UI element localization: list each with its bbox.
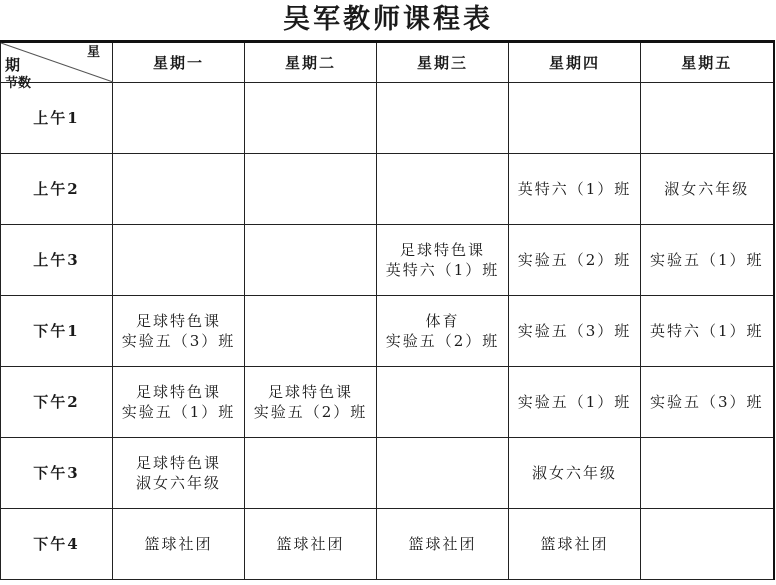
day-header: 星期三	[377, 42, 509, 83]
schedule-cell	[377, 296, 509, 367]
schedule-cell	[377, 367, 509, 438]
schedule-cell	[113, 83, 245, 154]
header-row	[1, 42, 774, 83]
class-entry: 足球特色课	[135, 454, 221, 472]
timetable	[0, 40, 775, 580]
class-entry: 淑女六年级	[664, 180, 750, 198]
day-header: 星期一	[113, 42, 245, 83]
class-entry: 足球特色课	[135, 312, 221, 330]
schedule-cell	[509, 438, 641, 509]
table-row	[1, 296, 774, 367]
schedule-cell	[641, 225, 774, 296]
schedule-cell	[509, 154, 641, 225]
class-entry: 实验五（1）班	[649, 251, 764, 269]
schedule-cell	[113, 438, 245, 509]
schedule-cell	[377, 83, 509, 154]
schedule-cell	[113, 509, 245, 580]
table-row	[1, 154, 774, 225]
schedule-cell	[377, 154, 509, 225]
table-row	[1, 83, 774, 154]
period-label: 下午2	[1, 367, 113, 438]
period-label: 上午1	[1, 83, 113, 154]
timetable-body	[1, 83, 774, 580]
class-entry: 篮球社团	[408, 535, 477, 553]
class-entry: 实验五（1）班	[517, 393, 632, 411]
class-entry: 淑女六年级	[531, 464, 617, 482]
schedule-cell	[113, 154, 245, 225]
schedule-cell	[641, 296, 774, 367]
table-row	[1, 225, 774, 296]
period-label: 下午4	[1, 509, 113, 580]
class-entry: 体育	[425, 312, 460, 330]
table-row	[1, 509, 774, 580]
class-entry: 实验五（3）班	[121, 332, 236, 350]
schedule-cell	[641, 154, 774, 225]
schedule-cell	[113, 367, 245, 438]
schedule-cell	[245, 154, 377, 225]
schedule-cell	[641, 83, 774, 154]
schedule-cell	[509, 296, 641, 367]
period-label: 下午3	[1, 438, 113, 509]
schedule-cell	[509, 225, 641, 296]
schedule-cell	[377, 225, 509, 296]
class-entry: 实验五（1）班	[121, 403, 236, 421]
schedule-cell	[245, 509, 377, 580]
class-entry: 英特六（1）班	[517, 180, 632, 198]
schedule-cell	[641, 367, 774, 438]
class-entry: 篮球社团	[144, 535, 213, 553]
page-title: 吴军教师课程表	[283, 4, 493, 35]
class-entry: 淑女六年级	[135, 474, 221, 492]
corner-label-top: 星	[86, 45, 100, 60]
period-label: 上午2	[1, 154, 113, 225]
period-label: 上午3	[1, 225, 113, 296]
class-entry: 篮球社团	[276, 535, 345, 553]
class-entry: 英特六（1）班	[649, 322, 764, 340]
schedule-cell	[245, 296, 377, 367]
class-entry: 实验五（2）班	[517, 251, 632, 269]
period-label: 下午1	[1, 296, 113, 367]
schedule-cell	[245, 438, 377, 509]
schedule-cell	[245, 83, 377, 154]
day-header: 星期五	[641, 42, 774, 83]
class-entry: 实验五（2）班	[253, 403, 368, 421]
schedule-cell	[641, 509, 774, 580]
class-entry: 实验五（3）班	[517, 322, 632, 340]
schedule-cell	[509, 367, 641, 438]
class-entry: 实验五（3）班	[649, 393, 764, 411]
schedule-cell	[113, 225, 245, 296]
schedule-cell	[509, 509, 641, 580]
class-entry: 英特六（1）班	[385, 261, 500, 279]
class-entry: 篮球社团	[540, 535, 609, 553]
schedule-cell	[641, 438, 774, 509]
schedule-cell	[245, 367, 377, 438]
corner-header	[1, 42, 113, 91]
schedule-cell	[245, 225, 377, 296]
table-row	[1, 367, 774, 438]
schedule-cell	[509, 83, 641, 154]
class-entry: 足球特色课	[399, 241, 485, 259]
class-entry: 实验五（2）班	[385, 332, 500, 350]
corner-label-left: 期	[5, 56, 21, 74]
schedule-cell	[113, 296, 245, 367]
schedule-cell	[377, 438, 509, 509]
class-entry: 足球特色课	[267, 383, 353, 401]
schedule-cell	[377, 509, 509, 580]
day-header: 星期二	[245, 42, 377, 83]
corner-label-bottom: 节数	[5, 76, 32, 91]
table-row	[1, 438, 774, 509]
day-header: 星期四	[509, 42, 641, 83]
class-entry: 足球特色课	[135, 383, 221, 401]
